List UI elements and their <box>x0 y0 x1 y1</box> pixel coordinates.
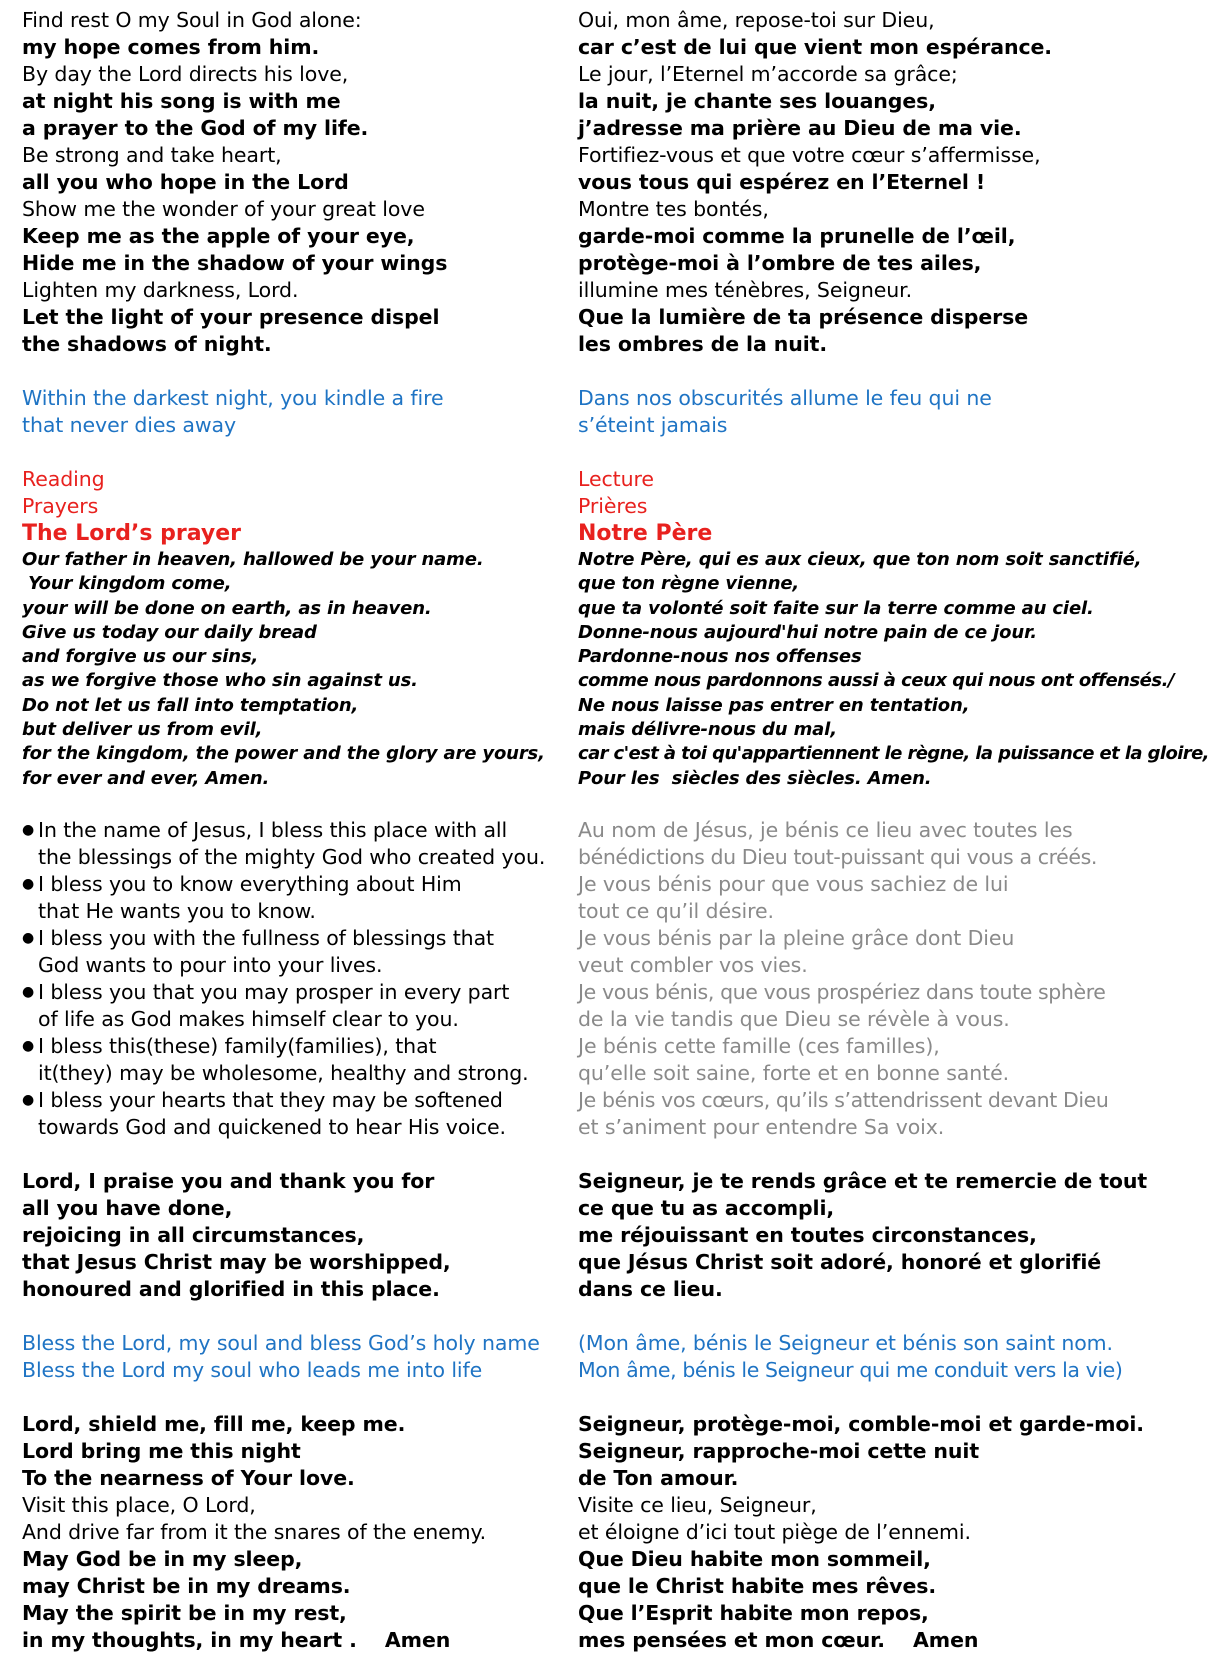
blessing-item: ● I bless this(these) family(families), that <box>22 1033 437 1058</box>
song-line: Dans nos obscurités allume le feu qui ne <box>578 386 992 410</box>
blessing-item-continuation: the blessings of the mighty God who created you. <box>38 844 546 869</box>
lords-prayer-line: Ne nous laisse pas entrer en tentation, <box>578 694 970 716</box>
lords-prayer-line: Give us today our daily bread <box>22 621 317 643</box>
lords-prayer-line: but deliver us from evil, <box>22 719 263 741</box>
lords-prayer <box>22 548 582 791</box>
psalm-line: Que la lumière de ta présence disperse <box>578 305 1029 329</box>
blessing-line: Je vous bénis par la pleine grâce dont Dieu <box>578 925 1015 950</box>
psalm-line: my hope comes from him. <box>22 35 320 59</box>
psalm-line: Keep me as the apple of your eye, <box>22 224 415 248</box>
english-column <box>22 7 582 1654</box>
lords-prayer-line: your will be done on earth, as in heaven. <box>22 597 432 619</box>
psalm-line: Montre tes bontés, <box>578 197 769 221</box>
lords-prayer-title: The Lord’s prayer <box>22 521 241 546</box>
reading-heading: Lecture <box>578 467 654 491</box>
lords-prayer-line: Our father in heaven, hallowed be your name. <box>22 549 484 570</box>
song-line: Bless the Lord my soul who leads me into life <box>22 1357 483 1382</box>
lords-prayer-line: for the kingdom, the power and the glory are yours, <box>22 743 545 765</box>
lords-prayer-line: car c'est à toi qu'appartiennent le règne, la puissance et la gloire, <box>578 743 1209 765</box>
psalm-line: Le jour, l’Eternel m’accorde sa grâce; <box>578 62 958 86</box>
psalm-line: Find rest O my Soul in God alone: <box>22 8 362 32</box>
song-line: Bless the Lord, my soul and bless God’s holy name <box>22 1330 540 1355</box>
closing-line: May God be in my sleep, <box>22 1546 303 1571</box>
praise-line: me réjouissant en toutes circonstances, <box>578 1222 1037 1247</box>
blessings-list <box>578 817 1210 1141</box>
psalm-line: car c’est de lui que vient mon espérance. <box>578 35 1052 59</box>
lords-prayer-line: Donne-nous aujourd'hui notre pain de ce jour. <box>578 621 1037 643</box>
closing-line: Que l’Esprit habite mon repos, <box>578 1600 929 1625</box>
closing-line: Seigneur, protège-moi, comble-moi et garde-moi. <box>578 1411 1144 1436</box>
psalm-line: vous tous qui espérez en l’Eternel ! <box>578 170 986 194</box>
blessings-list <box>22 817 582 1141</box>
psalm-section <box>22 7 582 358</box>
praise-line: ce que tu as accompli, <box>578 1195 835 1220</box>
blessing-line: et s’animent pour entendre Sa voix. <box>578 1114 945 1139</box>
blessing-line: veut combler vos vies. <box>578 952 808 977</box>
blessing-item-continuation: towards God and quickened to hear His voice. <box>38 1114 506 1139</box>
praise-line: Seigneur, je te rends grâce et te remercie de tout <box>578 1168 1148 1193</box>
lords-prayer-line: as we forgive those who sin against us. <box>22 670 418 692</box>
praise-line: rejoicing in all circumstances, <box>22 1222 365 1247</box>
bullet-icon: ● <box>22 1091 35 1108</box>
psalm-line: the shadows of night. <box>22 332 272 356</box>
psalm-line: Fortifiez-vous et que votre cœur s’affermisse, <box>578 143 1041 167</box>
closing-line: et éloigne d’ici tout piège de l’ennemi. <box>578 1519 971 1544</box>
blessing-item: ● I bless you to know everything about Him <box>22 871 462 896</box>
closing-line: And drive far from it the snares of the enemy. <box>22 1519 487 1544</box>
prayers-heading: Prières <box>578 494 648 518</box>
blessing-line: Je vous bénis, que vous prospériez dans toute sphère <box>578 979 1106 1004</box>
blessing-item: ● I bless you that you may prosper in every part <box>22 979 510 1004</box>
closing-line: Seigneur, rapproche-moi cette nuit <box>578 1438 980 1463</box>
lords-prayer-line: Do not let us fall into temptation, <box>22 694 359 716</box>
lords-prayer-line: Notre Père, qui es aux cieux, que ton nom soit sanctifié, <box>578 549 1142 570</box>
lords-prayer-title: Notre Père <box>578 521 713 546</box>
prayers-heading: Prayers <box>22 494 99 518</box>
lords-prayer-line: comme nous pardonnons aussi à ceux qui nous ont offensés./ <box>578 670 1175 692</box>
blessing-line: Je vous bénis pour que vous sachiez de lui <box>578 871 1009 896</box>
bullet-icon: ● <box>22 983 35 1000</box>
lords-prayer-line: Your kingdom come, <box>22 573 232 595</box>
closing-line: May the spirit be in my rest, <box>22 1600 347 1625</box>
praise-line: honoured and glorified in this place. <box>22 1276 440 1301</box>
closing-line: de Ton amour. <box>578 1465 739 1490</box>
reading-heading: Reading <box>22 467 105 491</box>
lords-prayer-line: Pardonne-nous nos offenses <box>578 646 862 668</box>
lords-prayer-line: and forgive us our sins, <box>22 646 259 668</box>
song-line: Within the darkest night, you kindle a fire <box>22 386 444 410</box>
psalm-line: garde-moi comme la prunelle de l’œil, <box>578 224 1016 248</box>
psalm-line: les ombres de la nuit. <box>578 332 828 356</box>
praise-line: that Jesus Christ may be worshipped, <box>22 1249 451 1274</box>
blessing-line: Je bénis cette famille (ces familles), <box>578 1033 940 1058</box>
praise-line: que Jésus Christ soit adoré, honoré et glorifié <box>578 1249 1102 1274</box>
psalm-line: a prayer to the God of my life. <box>22 116 369 140</box>
lords-prayer-line: que ta volonté soit faite sur la terre comme au ciel. <box>578 597 1094 619</box>
blessing-line: Au nom de Jésus, je bénis ce lieu avec toutes les <box>578 817 1073 842</box>
praise-section <box>578 1168 1210 1303</box>
blessing-line: qu’elle soit saine, forte et en bonne santé. <box>578 1060 1010 1085</box>
french-column <box>578 7 1210 1654</box>
lords-prayer-line: que ton règne vienne, <box>578 573 800 595</box>
psalm-line: illumine mes ténèbres, Seigneur. <box>578 278 913 302</box>
blessing-line: bénédictions du Dieu tout-puissant qui vous a créés. <box>578 844 1098 869</box>
lords-prayer-line: mais délivre-nous du mal, <box>578 719 837 741</box>
psalm-section <box>578 7 1210 358</box>
closing-line: To the nearness of Your love. <box>22 1465 355 1490</box>
song-line: Mon âme, bénis le Seigneur qui me conduit vers la vie) <box>578 1357 1123 1382</box>
closing-line: mes pensées et mon cœur. Amen <box>578 1627 979 1652</box>
closing-line: Visite ce lieu, Seigneur, <box>578 1492 817 1517</box>
blessing-item-continuation: it(they) may be wholesome, healthy and strong. <box>38 1060 529 1085</box>
closing-line: may Christ be in my dreams. <box>22 1573 351 1598</box>
closing-line: in my thoughts, in my heart . Amen <box>22 1627 451 1652</box>
closing-section <box>578 1411 1210 1654</box>
blessing-item-continuation: that He wants you to know. <box>38 898 316 923</box>
praise-line: Lord, I praise you and thank you for <box>22 1168 435 1193</box>
psalm-line: Hide me in the shadow of your wings <box>22 251 448 275</box>
blessing-line: tout ce qu’il désire. <box>578 898 774 923</box>
closing-line: Que Dieu habite mon sommeil, <box>578 1546 931 1571</box>
blessing-item: ● I bless your hearts that they may be softened <box>22 1087 503 1112</box>
psalm-line: By day the Lord directs his love, <box>22 62 349 86</box>
lords-prayer-line: for ever and ever, Amen. <box>22 767 270 789</box>
psalm-line: Lighten my darkness, Lord. <box>22 278 299 302</box>
psalm-line: protège-moi à l’ombre de tes ailes, <box>578 251 982 275</box>
closing-line: Visit this place, O Lord, <box>22 1492 256 1517</box>
song-line: that never dies away <box>22 413 236 437</box>
song-line: s’éteint jamais <box>578 413 728 437</box>
closing-line: Lord, shield me, fill me, keep me. <box>22 1411 406 1436</box>
praise-section <box>22 1168 582 1303</box>
blessing-line: Je bénis vos cœurs, qu’ils s’attendrissent devant Dieu <box>578 1087 1109 1112</box>
bullet-icon: ● <box>22 929 35 946</box>
lords-prayer-line: Pour les siècles des siècles. Amen. <box>578 767 932 789</box>
blessing-item-continuation: God wants to pour into your lives. <box>38 952 383 977</box>
blessing-item: ● In the name of Jesus, I bless this place with all <box>22 817 508 842</box>
psalm-line: at night his song is with me <box>22 89 341 113</box>
blessing-item-continuation: of life as God makes himself clear to you. <box>38 1006 459 1031</box>
lords-prayer <box>578 548 1210 791</box>
psalm-line: Let the light of your presence dispel <box>22 305 440 329</box>
closing-section <box>22 1411 582 1654</box>
blessing-line: de la vie tandis que Dieu se révèle à vous. <box>578 1006 1010 1031</box>
psalm-line: Show me the wonder of your great love <box>22 197 425 221</box>
bullet-icon: ● <box>22 1037 35 1054</box>
bullet-icon: ● <box>22 821 35 838</box>
praise-line: all you have done, <box>22 1195 233 1220</box>
praise-line: dans ce lieu. <box>578 1276 723 1301</box>
bullet-icon: ● <box>22 875 35 892</box>
closing-line: Lord bring me this night <box>22 1438 301 1463</box>
song-line: (Mon âme, bénis le Seigneur et bénis son saint nom. <box>578 1330 1113 1355</box>
psalm-line: la nuit, je chante ses louanges, <box>578 89 936 113</box>
psalm-line: all you who hope in the Lord <box>22 170 349 194</box>
psalm-line: Be strong and take heart, <box>22 143 282 167</box>
blessing-item: ● I bless you with the fullness of blessings that <box>22 925 494 950</box>
psalm-line: j’adresse ma prière au Dieu de ma vie. <box>578 116 1022 140</box>
psalm-line: Oui, mon âme, repose-toi sur Dieu, <box>578 8 935 32</box>
closing-line: que le Christ habite mes rêves. <box>578 1573 937 1598</box>
